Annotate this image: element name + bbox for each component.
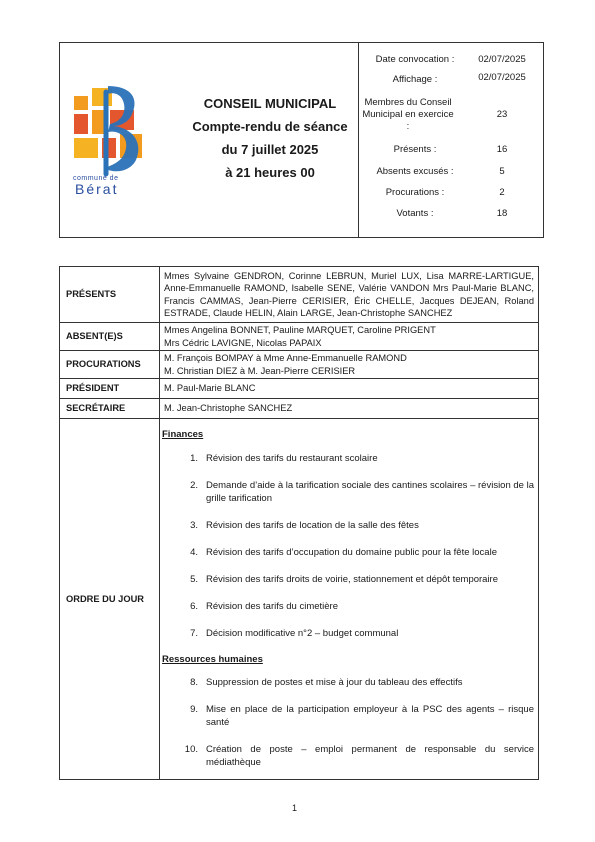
agenda-item: 7. Décision modificative n°2 – budget communal: [190, 627, 399, 639]
membres-label: Membres du Conseil Municipal en exercice :: [362, 97, 454, 132]
absents-stat-label: Absents excusés :: [376, 166, 454, 177]
table-row-secretaire: [60, 399, 539, 419]
procurations-stat-value: 2: [499, 187, 505, 198]
title-line-4: à 21 heures 00: [225, 165, 315, 180]
presents-list: Mmes Sylvaine GENDRON, Corinne LEBRUN, Muriel LUX, Lisa MARRE-LARTIGUE, Anne-Emmanuelle RAMOND, Isabelle SENE, Valérie VANDON Mrs Paul-Marie BLANC, Francis CAMMAS, Jean-Pierre CERISIER, Éric CHELLE, Jacques DEJEAN, Roland ESTRADE, Claude HELIN, Alain LARGE, Jean-Christophe SANCHEZ: [160, 267, 539, 323]
affichage-label: Affichage :: [392, 74, 438, 85]
agenda-section-title: Finances: [162, 429, 204, 440]
agenda-item: 2. Demande d’aide à la tarification sociale des cantines scolaires – révision de la grille tarification: [190, 479, 534, 504]
votants-stat-label: Votants :: [396, 208, 434, 219]
agenda-item: 1. Révision des tarifs du restaurant scolaire: [190, 452, 378, 464]
president-row-label: PRÉSIDENT: [60, 379, 160, 399]
absents-list: [160, 323, 539, 351]
procuration-line-2: M. Christian DIEZ à M. Jean-Pierre CERISIER: [164, 365, 356, 376]
agenda-item: 6. Révision des tarifs du cimetière: [190, 600, 338, 612]
absents-stat-value: 5: [499, 166, 505, 177]
title-line-2: Compte-rendu de séance: [192, 119, 348, 134]
affichage-value: 02/07/2025: [478, 72, 526, 83]
presents-row-label: PRÉSENTS: [60, 267, 160, 323]
agenda-item: 4. Révision des tarifs d’occupation du domaine public pour la fête locale: [190, 546, 497, 558]
absents-line-1: Mmes Angelina BONNET, Pauline MARQUET, Caroline PRIGENT: [164, 325, 436, 335]
title-line-1: CONSEIL MUNICIPAL: [203, 96, 337, 111]
agenda-item: 5. Révision des tarifs droits de voirie, stationnement et dépôt temporaire: [190, 573, 499, 585]
procurations-list: [160, 351, 539, 379]
procurations-stat-label: Procurations :: [385, 187, 445, 198]
agenda-list-finances: [162, 452, 534, 640]
table-row-ordre-du-jour: [60, 419, 539, 780]
presents-stat-label: Présents :: [393, 144, 437, 155]
title-line-3: du 7 juillet 2025: [221, 142, 319, 157]
ordre-du-jour-label: ORDRE DU JOUR: [60, 419, 160, 780]
table-row-procurations: [60, 351, 539, 379]
procuration-line-1: M. François BOMPAY à Mme Anne-Emmanuelle RAMOND: [164, 353, 407, 363]
page-number: 1: [292, 803, 298, 813]
agenda-item: 9. Mise en place de la participation employeur à la PSC des agents – risque santé: [190, 704, 534, 728]
agenda-item: 10. Création de poste – emploi permanent de responsable du service médiathèque: [184, 744, 534, 768]
absents-line-2: Mrs Cédric LAVIGNE, Nicolas PAPAIX: [164, 337, 322, 348]
logo-commune-name: Bérat: [75, 181, 119, 197]
secretaire-row-label: SECRÉTAIRE: [60, 399, 160, 419]
agenda-item: 8. Suppression de postes et mise à jour du tableau des effectifs: [190, 677, 463, 688]
presents-stat-value: 16: [496, 144, 508, 155]
session-table: [59, 266, 539, 780]
table-row-absents: [60, 323, 539, 351]
agenda-section-title: Ressources humaines: [162, 653, 263, 665]
table-row-president: [60, 379, 539, 399]
table-row-presents: [60, 267, 539, 323]
agenda-item: 3. Révision des tarifs de location de la salle des fêtes: [190, 519, 419, 531]
president-name: M. Paul-Marie BLANC: [160, 379, 539, 399]
absents-row-label: ABSENT(E)S: [60, 323, 160, 351]
header-divider: [358, 42, 359, 238]
membres-value: 23: [496, 109, 508, 120]
votants-stat-value: 18: [496, 208, 508, 219]
date-convocation-label: Date convocation :: [375, 54, 455, 65]
agenda: [160, 419, 539, 780]
secretaire-name: M. Jean-Christophe SANCHEZ: [160, 399, 539, 419]
logo-commune-label: commune de: [73, 175, 119, 182]
procurations-row-label: PROCURATIONS: [60, 351, 160, 379]
date-convocation-value: 02/07/2025: [478, 54, 526, 65]
agenda-list-ressources-humaines: [162, 676, 534, 769]
